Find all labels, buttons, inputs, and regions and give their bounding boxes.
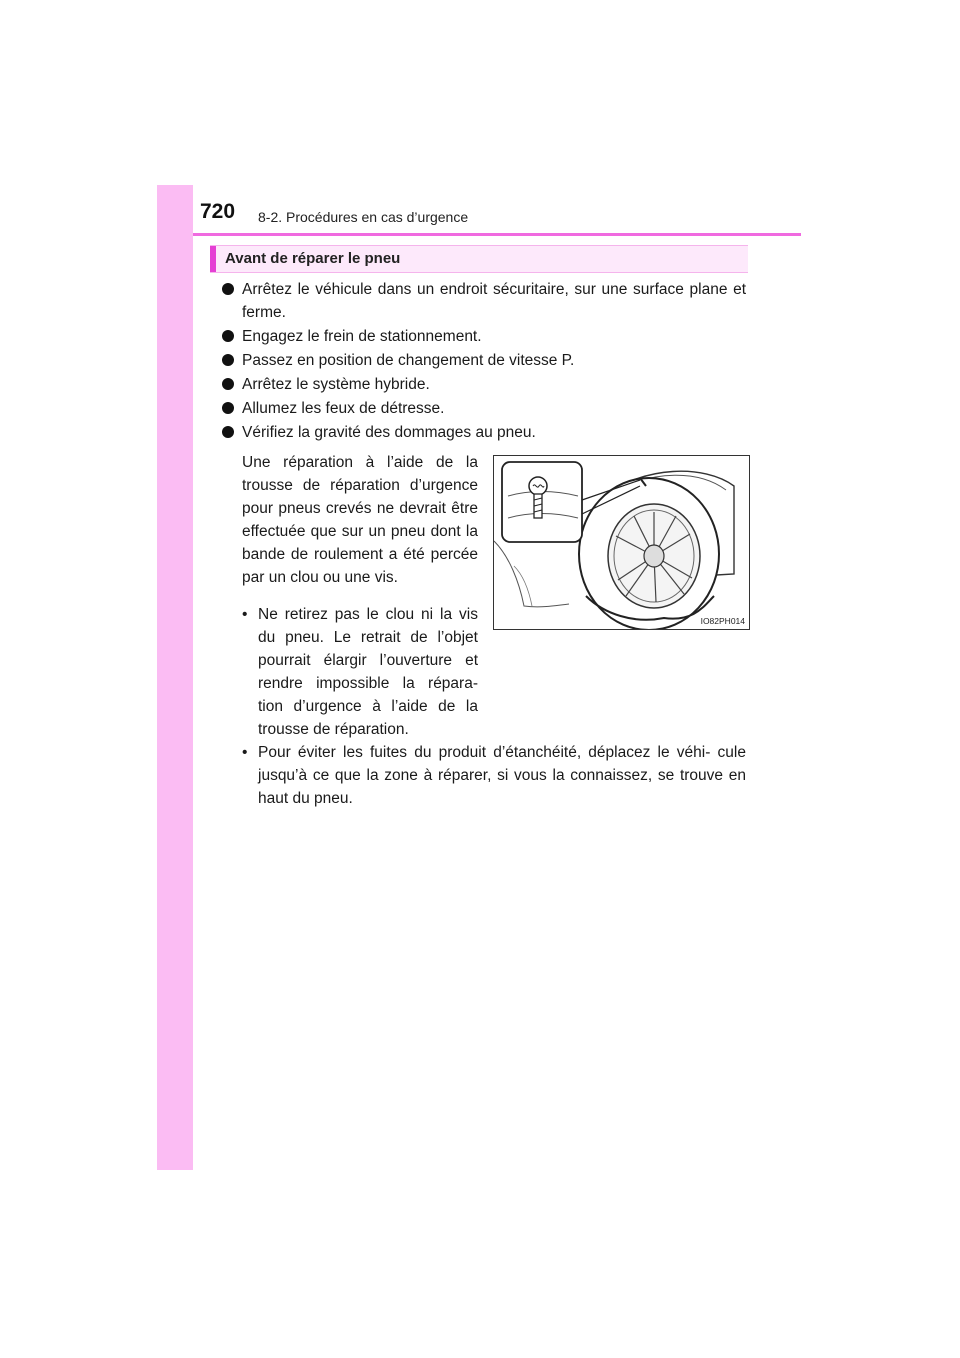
list-item: Allumez les feux de détresse. [222,397,746,420]
flat-tire-illustration [493,455,750,630]
section-accent-bar [210,246,216,272]
section-heading-box [210,245,748,273]
list-item: Engagez le frein de stationnement. [222,325,746,348]
list-item: Arrêtez le véhicule dans un endroit sécuritaire, sur une surface plane et ferme. [222,278,746,324]
bullet-dot-icon [222,354,234,366]
repair-paragraph: Une réparation à l’aide de la trousse de réparation d’urgence pour pneus crevés ne devrait être effectuée que sur un pneu dont la bande de roulement a été percée par un clou ou une vis. [242,454,478,586]
header-divider [193,233,801,236]
sub-item-sealant: • Pour éviter les fuites du produit d’étanchéité, déplacez le véhi- cule jusqu’à ce que la zone à réparer, si vous la connaissez, se trouve en haut du pneu. [242,741,746,810]
bullet-dot-icon [222,402,234,414]
sub-bullet: • [242,744,248,761]
bullet-dot-icon [222,378,234,390]
bullet-dot-icon [222,426,234,438]
figure-code: IO82PH014 [700,616,745,626]
list-item: Passez en position de changement de vitesse P. [222,349,746,372]
section-title: Avant de réparer le pneu [225,250,401,267]
list-item: Vérifiez la gravité des dommages au pneu. [222,421,746,444]
checklist [222,278,746,445]
page-number: 720 [200,200,236,223]
list-item: Arrêtez le système hybride. [222,373,746,396]
bullet-dot-icon [222,330,234,342]
sub-item-nail: • Ne retirez pas le clou ni la vis du pneu. Le retrait de l’objet pourrait élargir l’ouverture et rendre impossible la répara- tion d’urgence à l’aide de la trousse de réparation. [242,603,478,741]
bullet-dot-icon [222,283,234,295]
sub-bullet: • [242,606,248,623]
side-tab-strip [157,185,193,1170]
chapter-title: 8-2. Procédures en cas d’urgence [258,209,469,225]
tire-drawing [494,456,750,630]
